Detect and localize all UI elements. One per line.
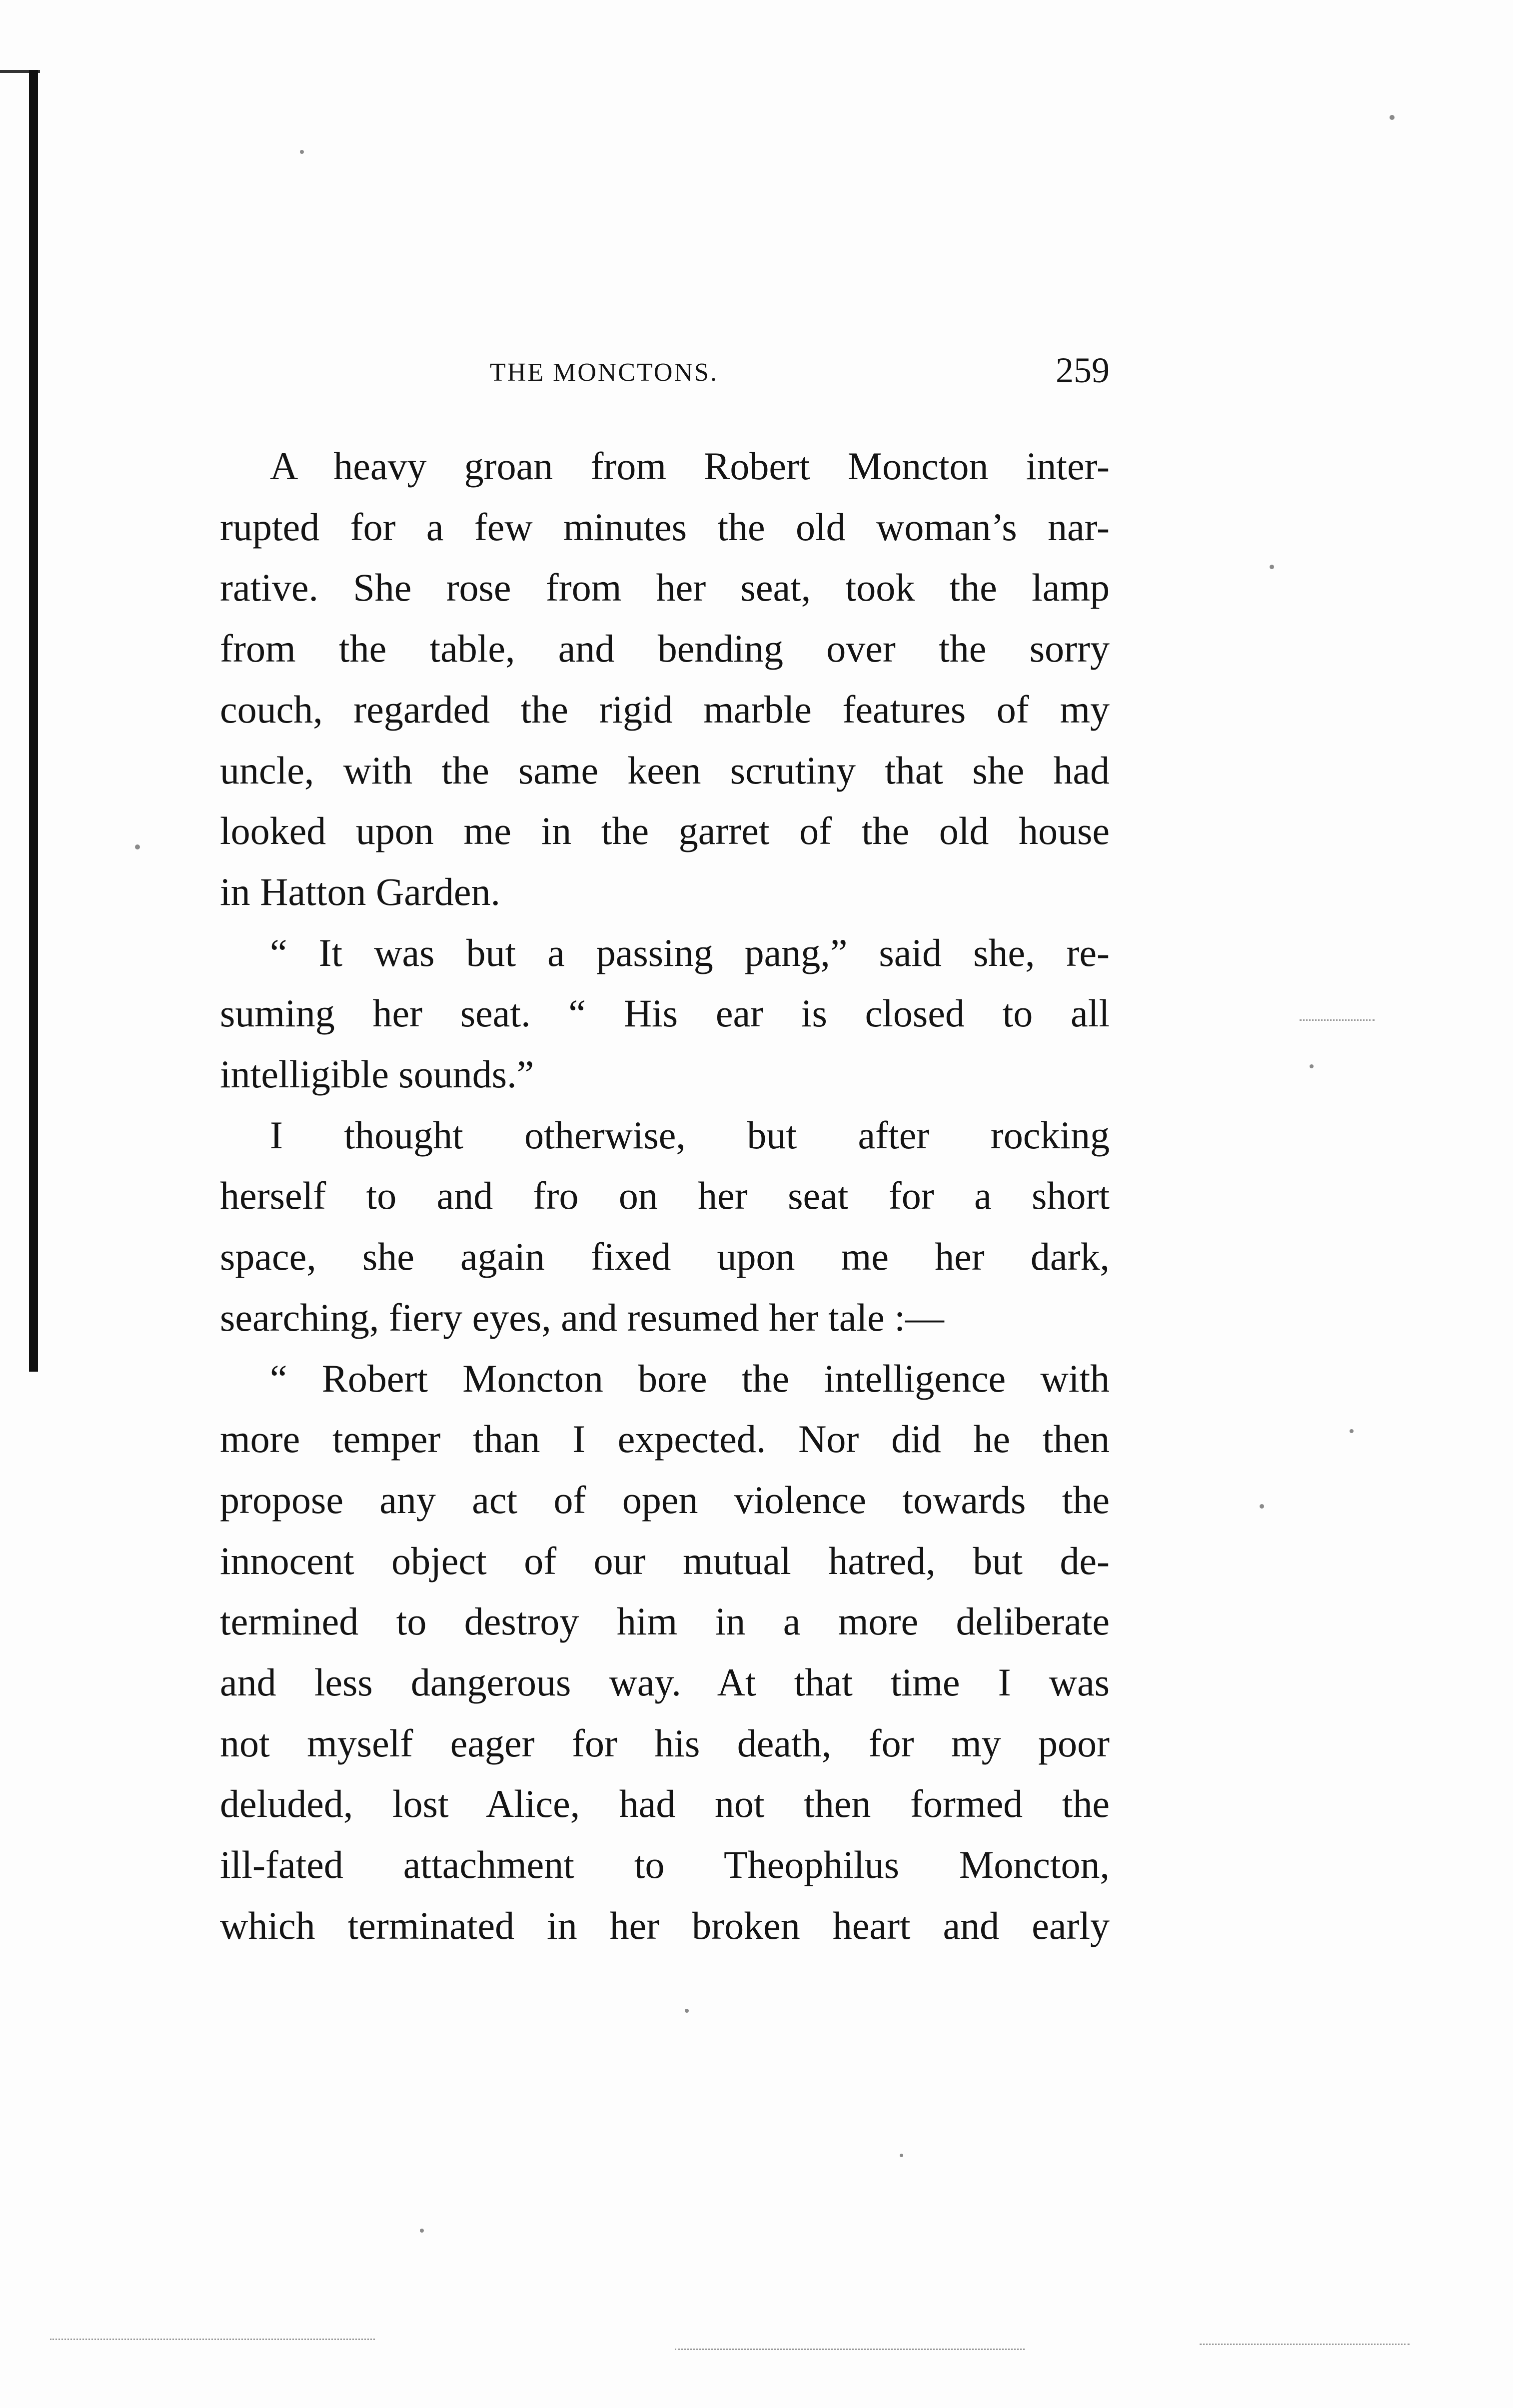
running-head: THE MONCTONS. bbox=[490, 358, 718, 387]
paragraph bbox=[220, 436, 1110, 922]
scan-speck bbox=[900, 2154, 903, 2157]
text-line: not myself eager for his death, for my poor bbox=[220, 1721, 1110, 1765]
text-line: from the table, and bending over the sorry bbox=[220, 627, 1110, 671]
scan-speck bbox=[1270, 565, 1274, 569]
scan-speck bbox=[420, 2229, 424, 2233]
text-line: intelligible sounds.” bbox=[220, 1052, 534, 1096]
text-line: herself to and fro on her seat for a short bbox=[220, 1174, 1110, 1218]
scan-noise-dots bbox=[1300, 1019, 1375, 1022]
text-line: I thought otherwise, but after rocking bbox=[270, 1113, 1110, 1157]
text-line: uncle, with the same keen scrutiny that she had bbox=[220, 748, 1110, 792]
paragraph bbox=[220, 922, 1110, 1105]
paragraph bbox=[220, 1348, 1110, 1956]
scan-speck bbox=[300, 150, 304, 154]
scan-speck bbox=[685, 2009, 689, 2013]
text-line: in Hatton Garden. bbox=[220, 869, 501, 913]
paragraph bbox=[220, 1105, 1110, 1348]
page-header bbox=[220, 350, 1110, 405]
scan-speck bbox=[1350, 1429, 1354, 1433]
text-line: rupted for a few minutes the old woman’s nar- bbox=[220, 505, 1110, 549]
text-line: termined to destroy him in a more deliberate bbox=[220, 1600, 1110, 1643]
text-line: rative. She rose from her seat, took the lamp bbox=[220, 566, 1110, 610]
text-line: which terminated in her broken heart and early bbox=[220, 1903, 1110, 1947]
text-line: looked upon me in the garret of the old house bbox=[220, 809, 1110, 853]
binding-margin-bar bbox=[29, 70, 38, 1372]
page-number: 259 bbox=[1056, 350, 1110, 390]
text-line: space, she again fixed upon me her dark, bbox=[220, 1235, 1110, 1279]
scan-speck bbox=[1310, 1064, 1314, 1068]
scan-speck bbox=[1260, 1504, 1264, 1509]
scan-noise-dots bbox=[1200, 2344, 1410, 2347]
text-line: deluded, lost Alice, had not then formed the bbox=[220, 1782, 1110, 1826]
scan-speck bbox=[135, 844, 140, 849]
scan-noise-dots bbox=[675, 2349, 1025, 2352]
text-line: “ It was but a passing pang,” said she, re- bbox=[270, 930, 1110, 974]
scan-noise-dots bbox=[50, 2339, 375, 2342]
text-line: A heavy groan from Robert Moncton inter- bbox=[270, 444, 1110, 488]
text-line: searching, fiery eyes, and resumed her tale :— bbox=[220, 1295, 944, 1339]
text-line: and less dangerous way. At that time I was bbox=[220, 1660, 1110, 1704]
text-line: more temper than I expected. Nor did he then bbox=[220, 1417, 1110, 1461]
text-line: suming her seat. “ His ear is closed to all bbox=[220, 991, 1110, 1035]
body-text bbox=[220, 436, 1110, 1956]
text-line: ill-fated attachment to Theophilus Moncton, bbox=[220, 1843, 1110, 1887]
text-line: propose any act of open violence towards the bbox=[220, 1478, 1110, 1522]
scan-speck bbox=[1390, 115, 1395, 120]
text-line: “ Robert Moncton bore the intelligence with bbox=[270, 1356, 1110, 1400]
text-line: couch, regarded the rigid marble features of my bbox=[220, 687, 1110, 731]
text-line: innocent object of our mutual hatred, but de- bbox=[220, 1539, 1110, 1583]
